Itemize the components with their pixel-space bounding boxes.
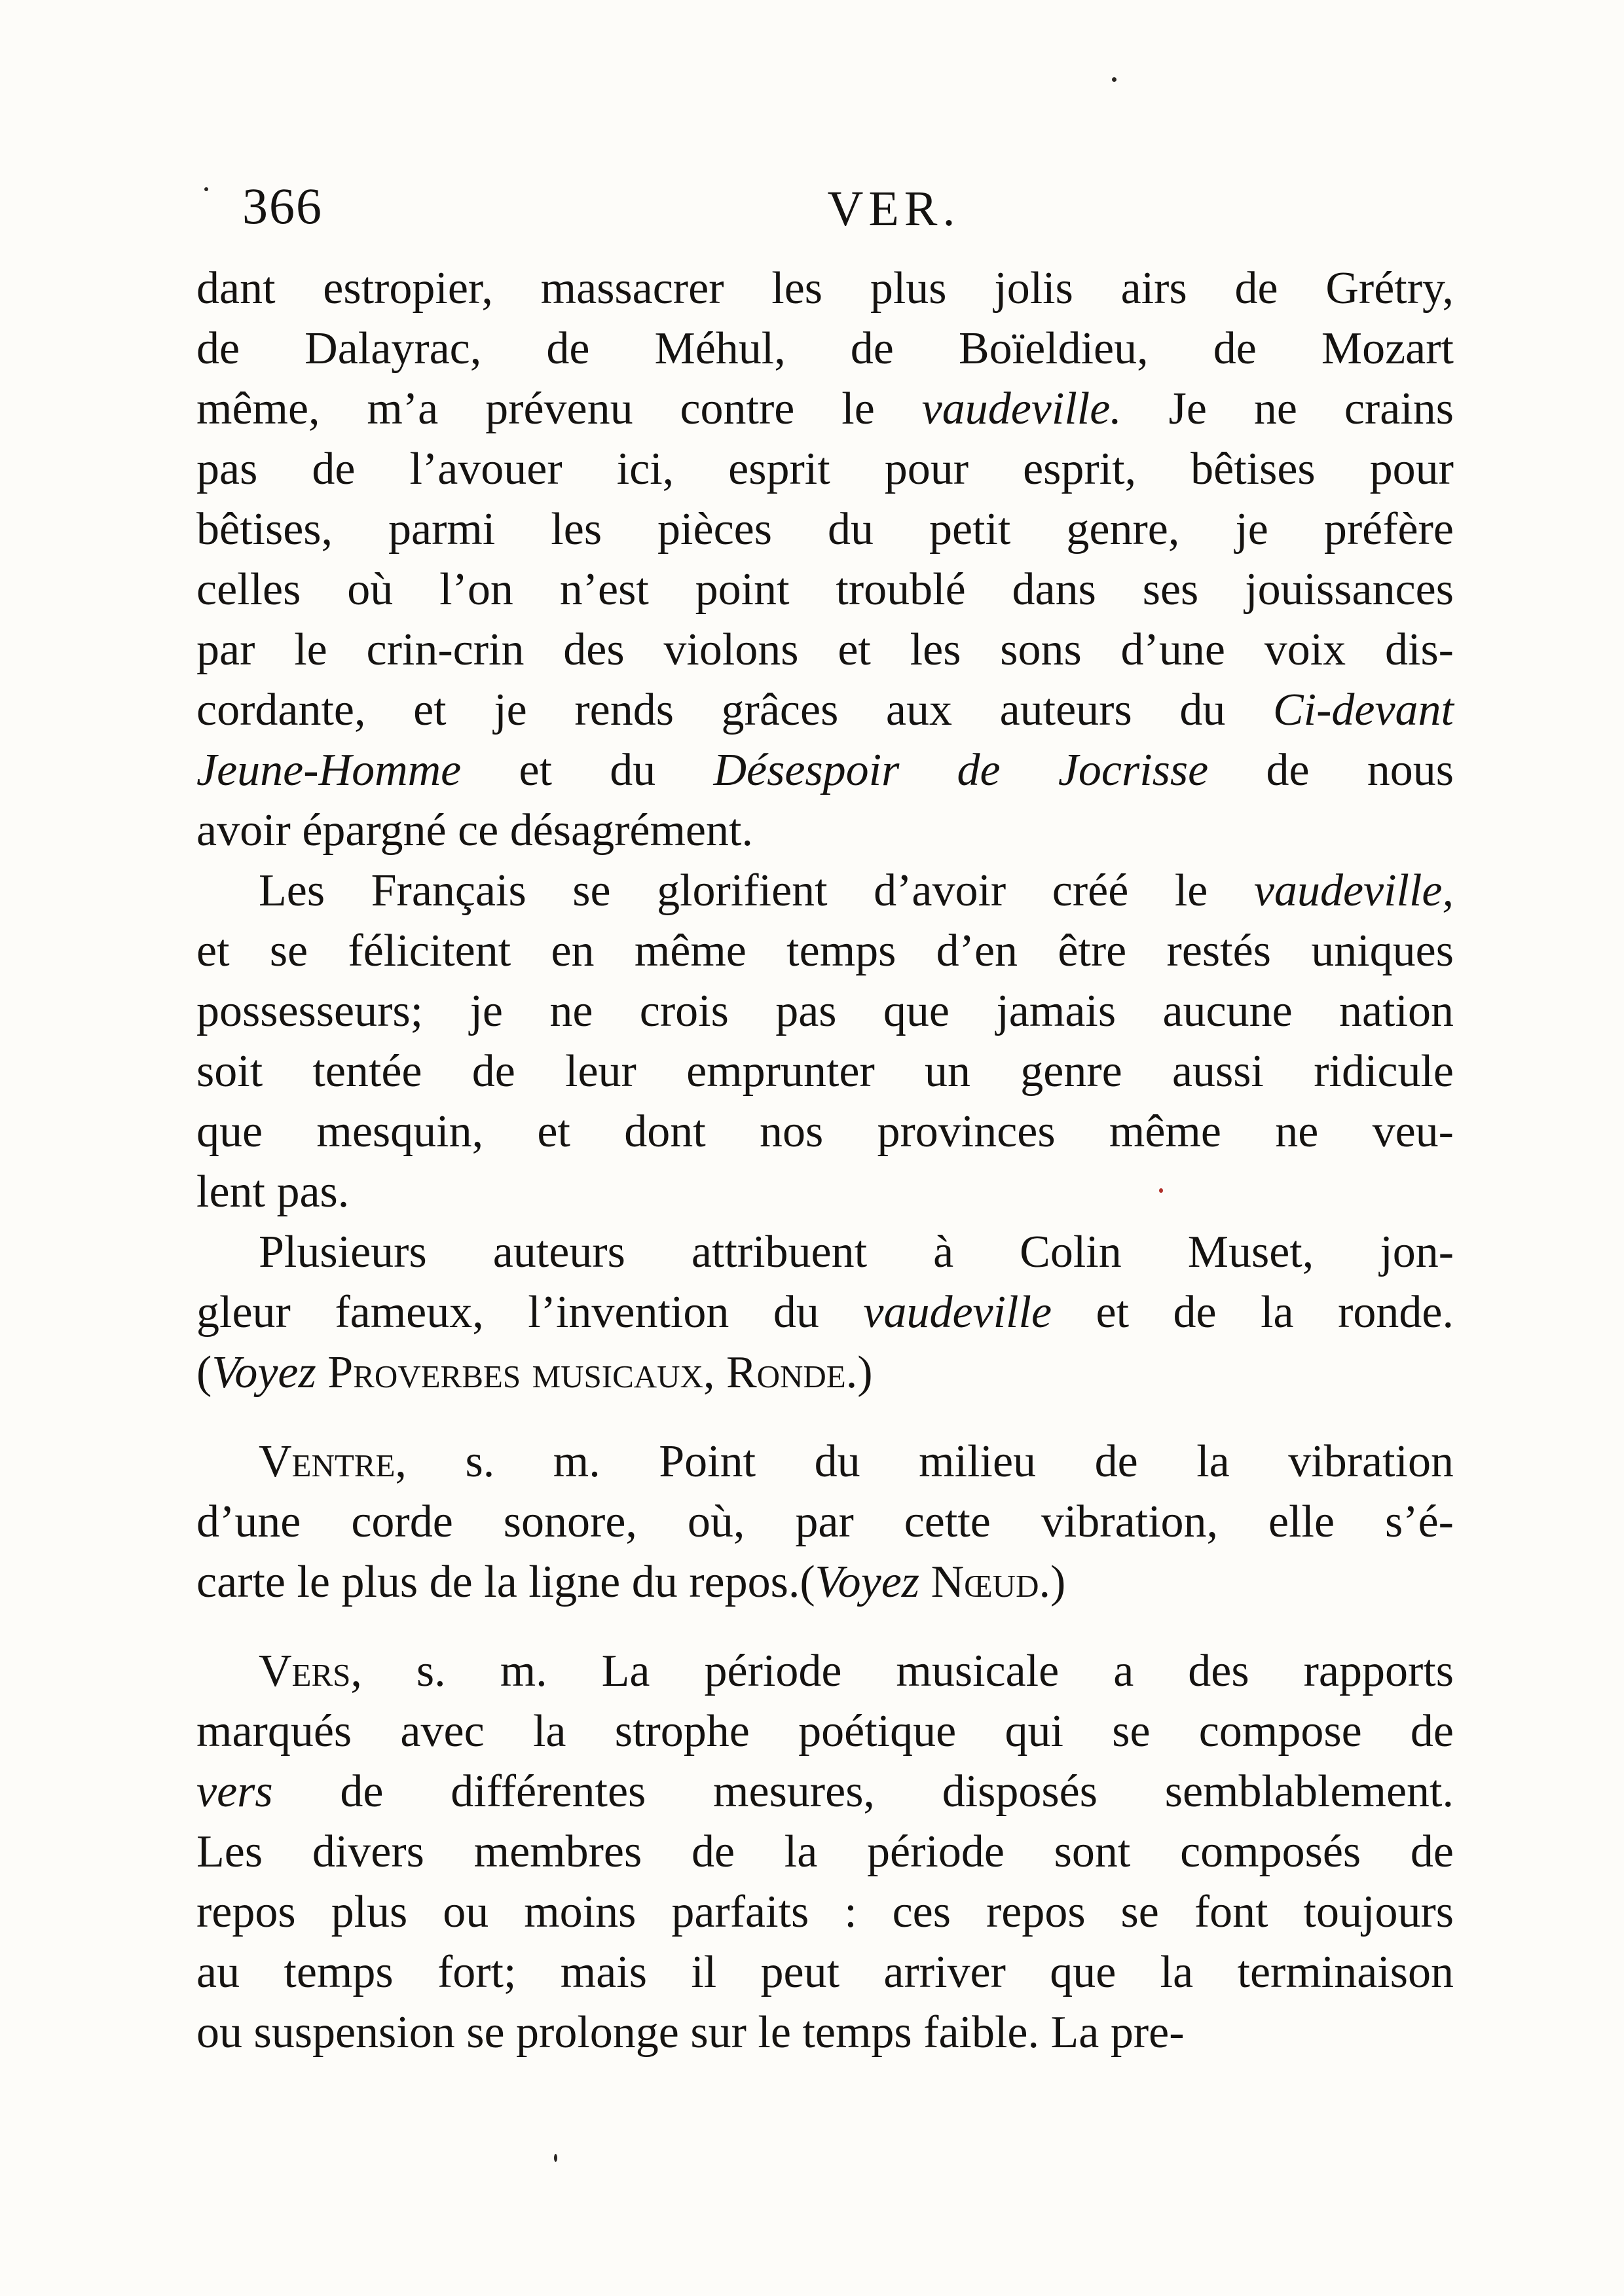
body-text <box>196 259 1454 2063</box>
text-line <box>196 861 1454 921</box>
text-run: possesseurs; je ne crois pas que jamais aucune nation <box>196 986 1454 1036</box>
text-run: de Dalayrac, de Méhul, de Boïeldieu, de Mozart <box>196 323 1454 374</box>
text-run: repos plus ou moins parfaits : ces repos se font toujours <box>196 1887 1454 1937</box>
text-run: Les Français se glorifient d’avoir créé le <box>259 866 1254 916</box>
text-run: même, m’a prévenu contre le <box>196 384 922 434</box>
text-run: bêtises, parmi les pièces du petit genre, je préfère <box>196 504 1454 555</box>
italic-run: Désespoir de Jocrisse <box>713 745 1209 795</box>
small-caps-run: Ronde <box>726 1347 846 1398</box>
text-line <box>196 1162 1454 1222</box>
italic-run: Jeune-Homme <box>196 745 462 795</box>
text-run: et se félicitent en même temps d’en être restés uniques <box>196 926 1454 976</box>
text-line <box>196 379 1454 439</box>
text-line <box>196 1762 1454 1822</box>
italic-run: Voyez <box>212 1347 316 1398</box>
text-run: de nous <box>1208 745 1454 795</box>
italic-run: vaudeville. <box>921 384 1122 434</box>
italic-run: vers <box>196 1766 273 1817</box>
text-run: par le crin-crin des violons et les sons d’une voix dis- <box>196 625 1454 675</box>
text-run: Je ne crains <box>1121 384 1454 434</box>
text-line <box>196 1822 1454 1882</box>
page-header <box>216 177 1447 249</box>
text-line <box>196 500 1454 560</box>
text-line <box>196 560 1454 620</box>
paragraph <box>196 259 1454 861</box>
text-run: avoir épargné ce désagrément. <box>196 805 753 856</box>
text-run: carte le plus de la ligne du repos.( <box>196 1557 815 1607</box>
text-run: Les divers membres de la période sont composés de <box>196 1827 1454 1877</box>
text-line <box>196 1552 1454 1613</box>
text-run: .) <box>1039 1557 1066 1607</box>
text-line <box>196 1042 1454 1102</box>
text-run: d’une corde sonore, où, par cette vibration, elle s’é- <box>196 1497 1454 1547</box>
text-run <box>316 1347 328 1398</box>
small-caps-run: Vers <box>259 1646 351 1696</box>
paragraph <box>196 1641 1454 2063</box>
text-line <box>196 439 1454 500</box>
text-run: celles où l’on n’est point troublé dans ses jouissances <box>196 564 1454 615</box>
text-run: et du <box>461 745 714 795</box>
text-line <box>196 981 1454 1042</box>
small-caps-run: Nœud <box>931 1557 1039 1607</box>
page-number: 366 <box>242 177 323 234</box>
italic-run: vaudeville, <box>1253 866 1454 916</box>
text-line <box>196 1492 1454 1552</box>
text-run: .) <box>845 1347 873 1398</box>
text-run: ou suspension se prolonge sur le temps faible. La pre- <box>196 2007 1185 2058</box>
text-run: ( <box>196 1347 212 1398</box>
italic-run: Voyez <box>815 1557 920 1607</box>
paragraph <box>196 1432 1454 1613</box>
paragraph <box>196 861 1454 1222</box>
text-run <box>919 1557 931 1607</box>
text-run: cordante, et je rends grâces aux auteurs du <box>196 685 1273 735</box>
text-run: , <box>703 1347 726 1398</box>
ink-speck <box>554 2154 557 2162</box>
text-line <box>196 259 1454 319</box>
text-run: au temps fort; mais il peut arriver que la terminaison <box>196 1947 1454 1997</box>
text-run: dant estropier, massacrer les plus jolis airs de Grétry, <box>196 263 1454 314</box>
small-caps-run: Ventre <box>259 1436 396 1487</box>
text-line <box>196 319 1454 379</box>
text-line <box>196 1702 1454 1762</box>
text-run: , s. m. Point du milieu de la vibration <box>395 1436 1454 1487</box>
text-line <box>196 1942 1454 2003</box>
paragraph <box>196 1222 1454 1403</box>
text-line <box>196 1882 1454 1942</box>
running-head: VER. <box>827 181 961 236</box>
text-run: que mesquin, et dont nos provinces même ne veu- <box>196 1106 1454 1157</box>
ink-speck <box>1112 77 1116 82</box>
paragraph-gap <box>196 1403 1454 1432</box>
text-run: marqués avec la strophe poétique qui se compose de <box>196 1706 1454 1757</box>
ink-speck <box>204 187 208 191</box>
text-run: soit tentée de leur emprunter un genre aussi ridicule <box>196 1046 1454 1097</box>
italic-run: Ci-devant <box>1272 685 1454 735</box>
text-run: de différentes mesures, disposés semblablement. <box>272 1766 1454 1817</box>
text-line <box>196 1222 1454 1283</box>
text-line <box>196 680 1454 740</box>
text-run: pas de l’avouer ici, esprit pour esprit, bêtises pour <box>196 444 1454 494</box>
text-line <box>196 1102 1454 1162</box>
text-run: Plusieurs auteurs attribuent à Colin Muset, jon- <box>259 1227 1454 1277</box>
text-line <box>196 1641 1454 1702</box>
text-line <box>196 620 1454 680</box>
text-line <box>196 921 1454 981</box>
text-line <box>196 801 1454 861</box>
paragraph-gap <box>196 1613 1454 1641</box>
text-line <box>196 2003 1454 2063</box>
italic-run: vaudeville <box>863 1287 1052 1338</box>
text-line <box>196 1343 1454 1403</box>
ink-speck <box>1159 1188 1163 1193</box>
text-run: gleur fameux, l’invention du <box>196 1287 864 1338</box>
small-caps-run: Proverbes musicaux <box>327 1347 703 1398</box>
text-run: , s. m. La période musicale a des rapports <box>350 1646 1454 1696</box>
text-run: lent pas. <box>196 1167 350 1217</box>
text-run: et de la ronde. <box>1052 1287 1454 1338</box>
text-line <box>196 1432 1454 1492</box>
text-line <box>196 1283 1454 1343</box>
text-line <box>196 740 1454 801</box>
